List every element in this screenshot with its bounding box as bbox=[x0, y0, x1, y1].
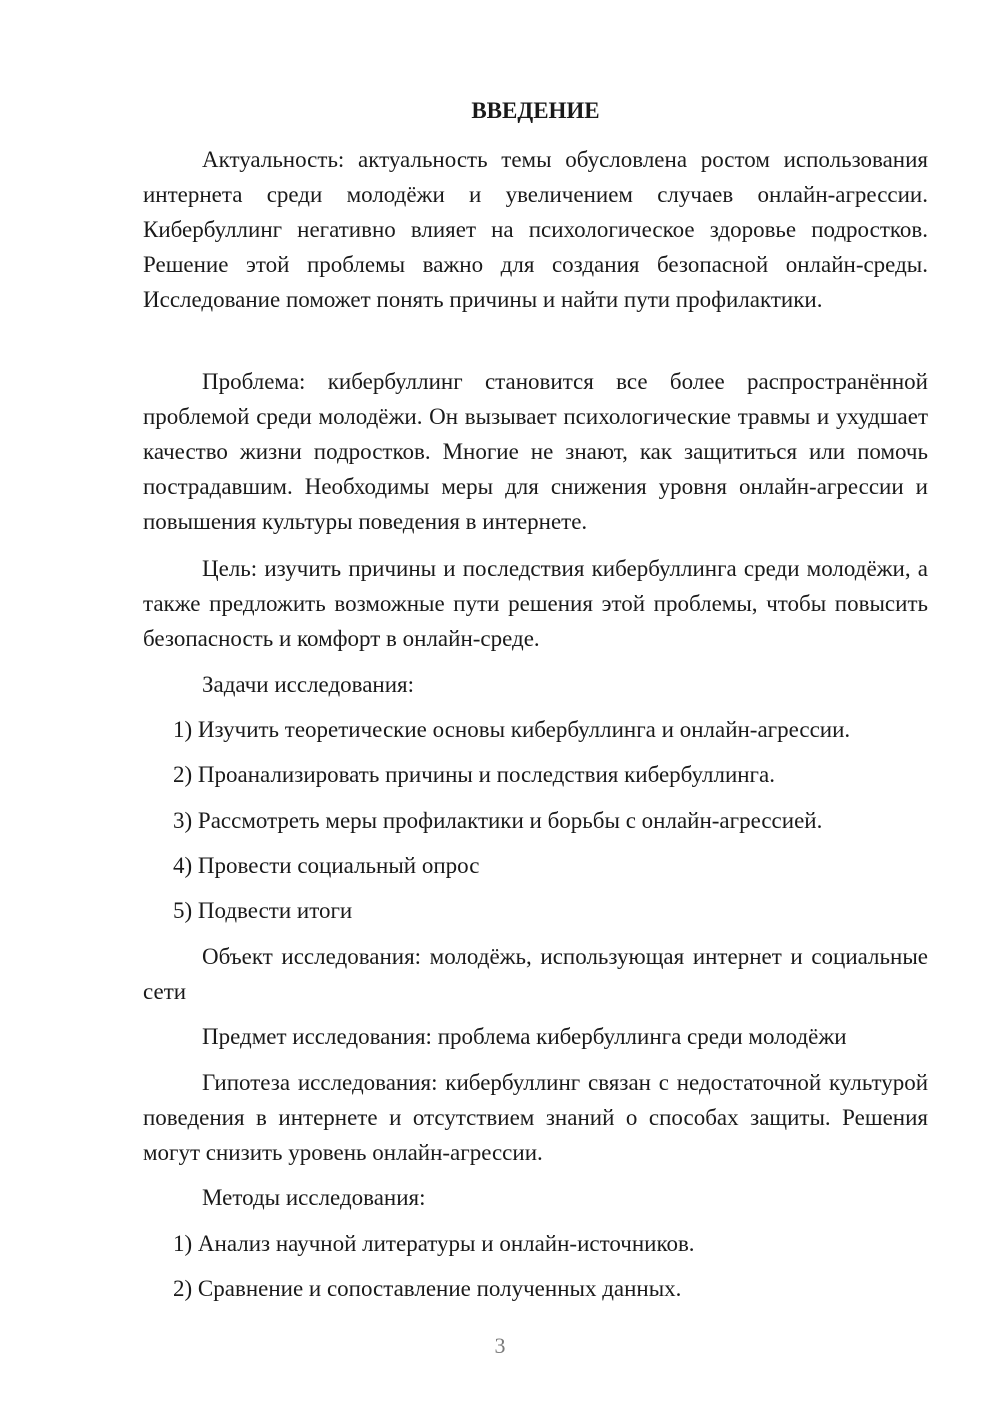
document-page bbox=[143, 0, 928, 1414]
relevance-paragraph: Актуальность: актуальность темы обусловлена ростом использования интернета среди молодёжи и увеличением случаев онлайн-агрессии. Кибербуллинг негативно влияет на психологическое здоровье подростков. Решение этой проблемы важно для создания безопасной онлайн-среды. Исследование поможет понять причины и найти пути профилактики. bbox=[143, 147, 928, 312]
goal-paragraph: Цель: изучить причины и последствия кибербуллинга среди молодёжи, а также предложить возможные пути решения этой проблемы, чтобы повысить безопасность и комфорт в онлайн-среде. bbox=[143, 556, 928, 651]
tasks-title: Задачи исследования: bbox=[202, 672, 415, 697]
object-paragraph: Объект исследования: молодёжь, использующая интернет и социальные сети bbox=[143, 944, 928, 1004]
method-item-2: 2) Сравнение и сопоставление полученных данных. bbox=[173, 1276, 682, 1301]
task-item-3: 3) Рассмотреть меры профилактики и борьбы с онлайн-агрессией. bbox=[173, 808, 823, 833]
task-item-4: 4) Провести социальный опрос bbox=[173, 853, 480, 878]
section-heading: ВВЕДЕНИЕ bbox=[471, 98, 600, 123]
task-item-2: 2) Проанализировать причины и последствия кибербуллинга. bbox=[173, 762, 775, 787]
task-item-1: 1) Изучить теоретические основы кибербуллинга и онлайн-агрессии. bbox=[173, 717, 851, 742]
hypothesis-paragraph: Гипотеза исследования: кибербуллинг связан с недостаточной культурой поведения в интернете и отсутствием знаний о способах защиты. Решения могут снизить уровень онлайн-агрессии. bbox=[143, 1070, 928, 1165]
task-item-5: 5) Подвести итоги bbox=[173, 898, 353, 923]
page-number: 3 bbox=[494, 1333, 506, 1358]
method-item-1: 1) Анализ научной литературы и онлайн-источников. bbox=[173, 1231, 695, 1256]
problem-paragraph: Проблема: кибербуллинг становится все более распространённой проблемой среди молодёжи. Он вызывает психологические травмы и ухудшает качество жизни подростков. Многие не знают, как защититься или помочь пострадавшим. Необходимы меры для снижения уровня онлайн-агрессии и повышения культуры поведения в интернете. bbox=[143, 369, 928, 534]
methods-title: Методы исследования: bbox=[202, 1185, 426, 1210]
subject-paragraph: Предмет исследования: проблема кибербуллинга среди молодёжи bbox=[202, 1024, 847, 1049]
